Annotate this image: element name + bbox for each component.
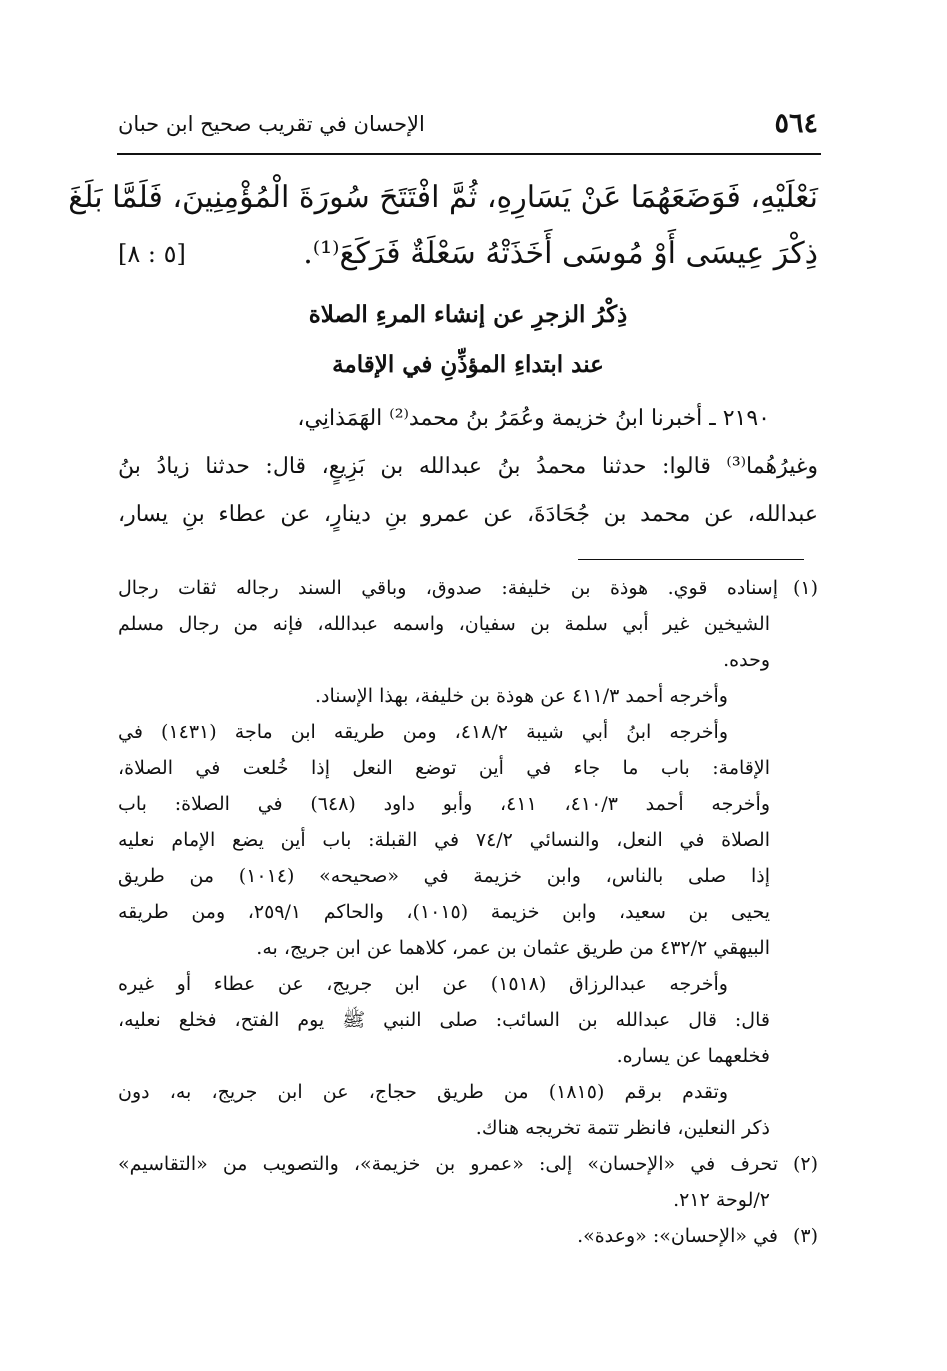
footnote-text: إسناده قوي. هوذة بن خليفة: صدوق، وباقي السند رجاله ثقات رجال [118, 577, 778, 599]
footnote-line: وأخرجه عبدالرزاق (١٥١٨) عن ابن جريج، عن عطاء أو غيره [118, 973, 728, 995]
page-number: ٥٦٤ [774, 108, 818, 139]
footnote-line [118, 1218, 818, 1254]
footnote-line: إذا صلى بالناس، وابن خزيمة في «صحيحه» (١٠١٤) من طريق [118, 865, 770, 887]
footnote-line: وأخرجه أحمد ٤١١/٣ عن هوذة بن خليفة، بهذا الإسناد. [314, 685, 728, 707]
footnote-line: الشيخين غير أبي سلمة بن سفيان، واسمه عبدالله، فإنه من رجال مسلم [118, 613, 770, 635]
footnote-line: وأخرجه ابنُ أبي شيبة ٤١٨/٢، ومن طريقه ابن ماجة (١٤٣١) في [118, 721, 729, 743]
footnote-text: تحرف في «الإحسان» إلى: «عمرو بن خزيمة»، والتصويب من «التقاسيم» [118, 1153, 778, 1175]
text-line [118, 226, 818, 282]
hadith-body [118, 395, 818, 539]
footnotes [118, 570, 818, 1254]
footnote-number: (٣) [792, 1225, 818, 1247]
footnote-line: الإقامة: باب ما جاء في أين توضع النعل إذا خُلعت في الصلاة، [118, 757, 770, 779]
footnote-line: وأخرجه أحمد ٤١٠/٣، ٤١١، وأبو داود (٦٤٨) في الصلاة: باب [118, 793, 771, 815]
footnote-line: وتقدم برقم (١٨١٥) من طريق حجاج، عن ابن جريج، به، دون [118, 1081, 728, 1103]
running-title: الإحسان في تقريب صحيح ابن حبان [118, 112, 425, 136]
footnote-line: فخلعهما عن يساره. [616, 1045, 770, 1067]
text-line-content: ذِكْرَ عِيسَى أَوْ مُوسَى أَخَذَتْهُ سَعْلَةٌ فَرَكَعَ⁽¹⁾. [303, 236, 818, 271]
footnote-line: قال: قال عبدالله بن السائب: صلى النبي ﷺ يوم الفتح، فخلع نعليه، [118, 1009, 770, 1031]
footnote-line [118, 570, 818, 606]
heading-line: ذِكْرُ الزجرِ عن إنشاء المرءِ الصلاة [308, 301, 628, 328]
hadith-text-continuation [68, 170, 818, 282]
footnote-line [118, 1146, 818, 1182]
footnote-text: في «الإحسان»: «وعدة». [577, 1225, 778, 1247]
footnote-line: الصلاة في النعل، والنسائي ٧٤/٢ في القبلة: باب أين يضع الإمام نعليه [118, 829, 770, 851]
text-line: نَعْلَيْهِ، فَوَضَعَهُمَا عَنْ يَسَارِهِ، ثُمَّ افْتَتَحَ سُورَةَ الْمُؤْمِنِينَ، فَلَمَّا بَلَغَ [68, 180, 818, 215]
page-header [118, 108, 818, 148]
heading-line: عند ابتداءِ المؤذِّنِ في الإقامة [332, 351, 604, 378]
footnote-line: ٢/لوحة ٢١٢. [673, 1189, 770, 1211]
footnote-line: ذكر النعلين، فانظر تتمة تخريجه هناك. [475, 1117, 770, 1139]
hadith-line: وغيرُهُما⁽³⁾ قالوا: حدثنا محمدُ بنُ عبدالله بن بَزِيعٍ، قال: حدثنا زيادُ بنُ [118, 454, 818, 479]
hadith-line: عبدالله، عن محمد بن جُحَادَةَ، عن عمرو بنِ دينارٍ، عن عطاء بنِ يسار، [118, 502, 818, 527]
footnote-line: وحده. [723, 649, 770, 671]
chapter-reference: [٥ : ٨] [118, 240, 186, 268]
chapter-heading [118, 290, 818, 390]
footnote-number: (٢) [792, 1153, 818, 1175]
header-rule [117, 153, 821, 155]
footnote-line: يحيى بن سعيد، وابن خزيمة (١٠١٥)، والحاكم ٢٥٩/١، ومن طريقه [118, 901, 771, 923]
footnote-separator [578, 559, 804, 560]
hadith-line: ٢١٩٠ ـ أخبرنا ابنُ خزيمة وعُمَرُ بنُ محمد⁽²⁾ الهَمَذانِي، [297, 406, 770, 431]
footnote-number: (١) [792, 577, 818, 599]
footnote-line: البيهقي ٤٣٢/٢ من طريق عثمان بن عمر، كلاهما عن ابن جريج، به. [256, 937, 770, 959]
